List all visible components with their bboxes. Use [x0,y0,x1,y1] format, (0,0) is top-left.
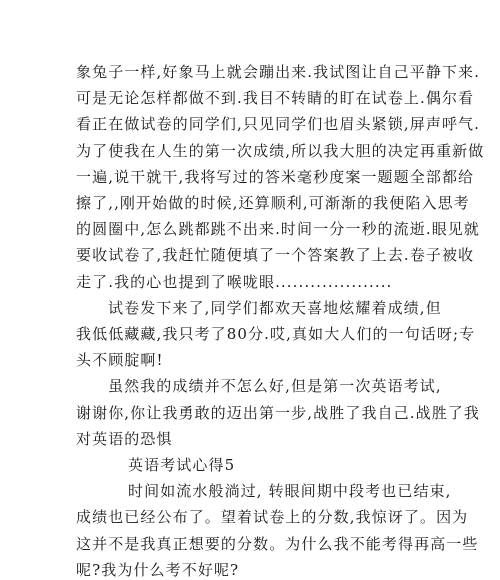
text-line: 谢谢你,你让我勇敢的迈出第一步,战胜了我自己.战胜了我 [76,403,481,422]
section-heading: 英语考试心得5 [128,456,236,474]
text-line: 看正在做试卷的同学们,只见同学们也眉头紧锁,屏声呼气. [76,115,481,134]
text-line: 为了使我在人生的第一次成绩,所以我大胆的决定再重新做 [76,141,485,160]
text-line: 这并不是我真正想要的分数。为什么我不能考得再高一些 [76,534,479,553]
paragraph-first-line: 时间如流水般淌过, 转眼间期中段考也已结束, [128,482,452,501]
text-line: 的圆圈中,怎么跳都跳不出来.时间一分一秒的流逝.眼见就 [76,220,481,239]
text-line: 擦了,,刚开始做的时候,还算顺利,可渐渐的我便陷入思考 [76,194,470,212]
text-line: 呢?我为什么考不好呢? [76,560,240,579]
paragraph-first-line: 试卷发下来了,同学们都欢天喜地炫耀着成绩,但 [108,298,442,317]
text-line: 成绩也已经公布了。望着试卷上的分数,我惊讶了。因为 [76,508,469,527]
text-line: 一遍,说干就干,我将写过的答米毫秒度案一题题全部都给 [76,167,475,186]
text-line: 象兔子一样,好象马上就会蹦出来.我试图让自己平静下来. [76,63,481,81]
text-line: 头不顾腚啊! [76,351,164,370]
text-line: 要收试卷了,我赶忙随便填了一个答案教了上去.卷子被收 [76,246,475,265]
paragraph-first-line: 虽然我的成绩并不怎么好,但是第一次英语考试, [108,377,442,396]
text-line: 走了.我的心也提到了喉咙眼.................... [76,272,393,291]
text-line: 可是无论怎样都做不到.我目不转睛的盯在试卷上.偶尔看 [76,89,475,108]
text-line: 我低低藏藏,我只考了80分.哎,真如大人们的一句话呀;专 [76,325,476,343]
text-line: 对英语的恐惧 [76,429,173,448]
